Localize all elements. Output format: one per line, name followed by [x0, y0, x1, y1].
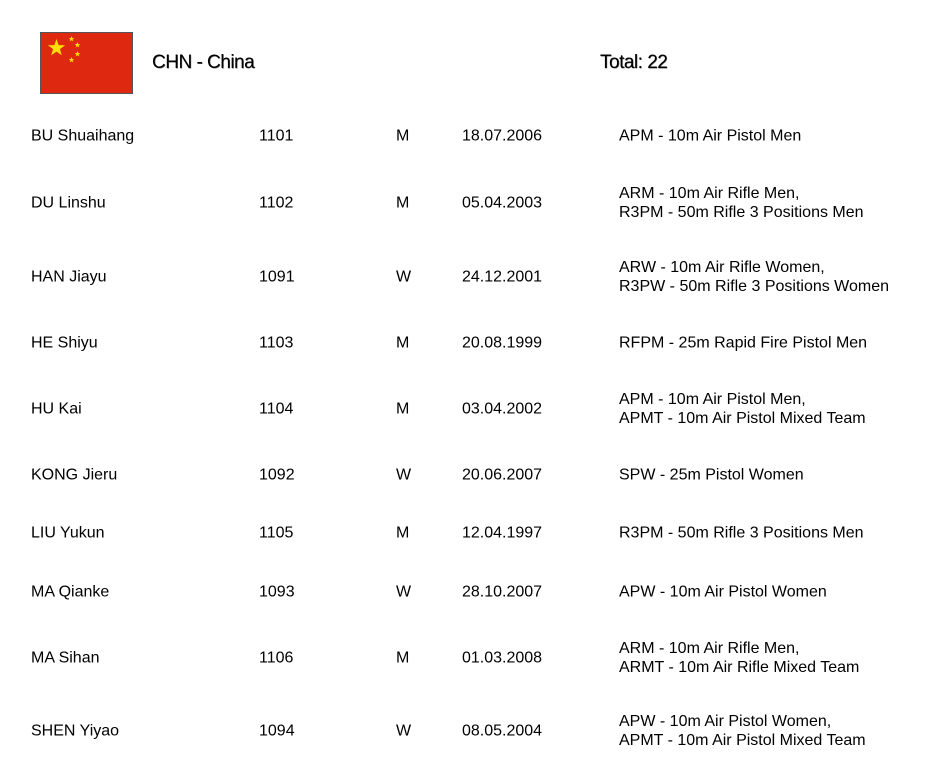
athlete-events	[619, 466, 804, 485]
table-row	[0, 324, 939, 362]
event-entry: ARMT - 10m Air Rifle Mixed Team	[619, 659, 860, 676]
event-entry: APW - 10m Air Pistol Women,	[619, 713, 832, 730]
athlete-events	[619, 258, 889, 296]
athlete-birthdate: 01.03.2008	[462, 649, 543, 667]
athlete-birthdate: 20.06.2007	[462, 466, 543, 484]
athlete-birthdate: 12.04.1997	[462, 524, 543, 542]
athlete-id: 1091	[259, 268, 295, 286]
athlete-birthdate: 24.12.2001	[462, 268, 543, 286]
table-row	[0, 252, 939, 302]
athlete-id: 1106	[259, 649, 294, 667]
athlete-id: 1103	[259, 334, 294, 352]
athlete-id: 1093	[259, 583, 295, 601]
event-entry: APW - 10m Air Pistol Women	[619, 583, 827, 601]
athlete-name: MA Qianke	[31, 583, 110, 601]
athlete-birthdate: 05.04.2003	[462, 194, 543, 212]
table-row	[0, 706, 939, 756]
athlete-name: HE Shiyu	[31, 334, 98, 352]
athlete-name: BU Shuaihang	[31, 127, 135, 145]
athlete-birthdate: 28.10.2007	[462, 583, 543, 601]
athlete-gender: W	[396, 268, 412, 286]
athlete-events	[619, 127, 801, 146]
athlete-events	[619, 583, 827, 602]
athlete-id: 1104	[259, 400, 294, 418]
event-entry: RFPM - 25m Rapid Fire Pistol Men	[619, 334, 868, 352]
total-count: Total: 22	[600, 52, 668, 73]
athlete-gender: M	[396, 194, 410, 212]
athlete-name: MA Sihan	[31, 649, 100, 667]
event-entry: APMT - 10m Air Pistol Mixed Team	[619, 410, 866, 427]
china-flag-icon	[40, 32, 133, 94]
event-entry: ARW - 10m Air Rifle Women,	[619, 259, 825, 276]
table-row	[0, 633, 939, 683]
athlete-gender: M	[396, 400, 410, 418]
athlete-gender: M	[396, 524, 410, 542]
athlete-events	[619, 524, 864, 543]
athlete-name: HU Kai	[31, 400, 82, 418]
country-title: CHN - China	[152, 52, 255, 73]
athlete-birthdate: 20.08.1999	[462, 334, 543, 352]
table-row	[0, 117, 939, 155]
event-entry: ARM - 10m Air Rifle Men,	[619, 640, 800, 657]
athlete-birthdate: 08.05.2004	[462, 722, 543, 740]
event-entry: APM - 10m Air Pistol Men,	[619, 391, 806, 408]
athlete-gender: M	[396, 649, 410, 667]
athlete-id: 1105	[259, 524, 294, 542]
athlete-events	[619, 184, 864, 222]
table-row	[0, 573, 939, 611]
athlete-id: 1101	[259, 127, 294, 145]
event-entry: R3PM - 50m Rifle 3 Positions Men	[619, 524, 864, 542]
athlete-gender: W	[396, 722, 412, 740]
athlete-birthdate: 03.04.2002	[462, 400, 543, 418]
athlete-name: HAN Jiayu	[31, 268, 107, 286]
event-entry: APMT - 10m Air Pistol Mixed Team	[619, 732, 866, 749]
athlete-id: 1092	[259, 466, 295, 484]
athlete-events	[619, 639, 859, 677]
athlete-events	[619, 390, 866, 428]
event-entry: R3PM - 50m Rifle 3 Positions Men	[619, 204, 864, 221]
athlete-gender: M	[396, 127, 410, 145]
event-entry: R3PW - 50m Rifle 3 Positions Women	[619, 278, 890, 295]
athlete-birthdate: 18.07.2006	[462, 127, 543, 145]
table-row	[0, 456, 939, 494]
table-row	[0, 178, 939, 228]
athlete-name: SHEN Yiyao	[31, 722, 120, 740]
event-entry: ARM - 10m Air Rifle Men,	[619, 185, 800, 202]
table-row	[0, 384, 939, 434]
athlete-gender: W	[396, 466, 412, 484]
athlete-events	[619, 712, 866, 750]
event-entry: SPW - 25m Pistol Women	[619, 466, 804, 484]
athlete-id: 1094	[259, 722, 295, 740]
event-entry: APM - 10m Air Pistol Men	[619, 127, 802, 145]
table-row	[0, 514, 939, 552]
athlete-name: KONG Jieru	[31, 466, 118, 484]
athlete-events	[619, 334, 867, 353]
athlete-name: DU Linshu	[31, 194, 106, 212]
athlete-id: 1102	[259, 194, 294, 212]
athlete-gender: W	[396, 583, 412, 601]
athlete-gender: M	[396, 334, 410, 352]
athlete-name: LIU Yukun	[31, 524, 105, 542]
